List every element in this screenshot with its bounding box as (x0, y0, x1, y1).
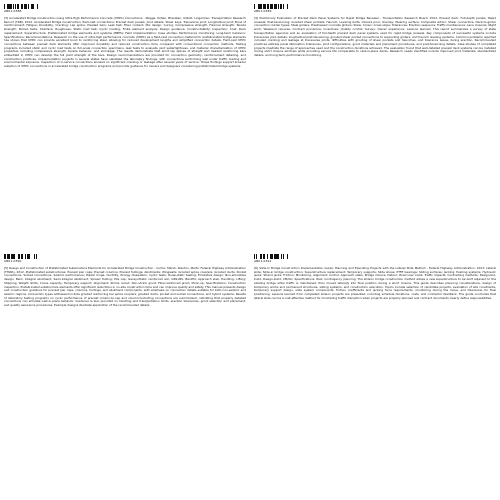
record-id: AB01-0391 (254, 259, 272, 263)
barcode-bar (288, 4, 289, 9)
barcode-bar (37, 254, 38, 259)
record-id: AB01-0390 (4, 259, 22, 263)
abstract-text: [6] Slide-In Bridge Construction Implementation Guide: Planning and Executing Projects with the Lateral Slide Method - Federal Highway Administration, 2013. Lateral slide; Slide-in bridge construction; Superstructure replacement; Temporary supports; Slide shoes; PTFE bearings; Sliding surfaces; Jacking; Pushing systems; Hydraulic jacks; Strand jacks; Friction; Monitoring; Alignment control; Approach slabs; Bridge closure; Detour; Road user costs; Traffic impacts; Contracting methods; Design-bid-build; Design-build; CM/GC; Specifications; Risk; Contingency planning. The slide-in bridge construction method allows a new superstructure to be built adjacent to the existing bridge while traffic is maintained, then moved laterally into final position during a short closure. This guide describes planning considerations, design of temporary works and permanent structures, sliding systems, and construction execution. Topics include selection of candidate projects, evaluation of site constraints, temporary support design, slide system components, friction coefficients and jacking force requirements, monitoring during the move, and tolerances for final positioning. Lessons learned from completed slide-in projects are presented, including schedule durations, costs, and contractor feedback. The guide concludes that lateral slide can be a cost-effective method for minimizing traffic disruption when projects are properly planned and contract documents clearly define responsibilities. (254, 266, 496, 300)
abstract-text: [5] Design and Construction of Prefabricated Substructure Elements for Accelerated Bridge Construction - Culmo, Marsh, Stanton, Mertz. Federal Highway Administration (FHWA), 2012. Prefabricated substructures; Precast pier caps; Precast columns; Precast footings; Abutments; Wingwalls; Grouted splice couplers; Grouted ducts; Pocket connections; Socket connections; Seismic performance; Plastic hinge; Ductility; Energy dissipation; Cyclic tests; Quasi-static testing; Emulative design; Non-emulative design; Bent; Integral abutment; Semi-integral abutment; Spread footing; Pile cap; Geosynthetic reinforced soil; GRS-IBS; Backfill; Approach slab; Handling; Lifting; Shipping; Weight limits; Crane capacity; Temporary support; Alignment; Shims; Grout; Non-shrink grout; Fiber-reinforced grout; Mock-up; Specifications; Construction inspection. Prefabricated substructure elements offer significant reductions in on-site construction time and can improve quality and safety. This manual presents design and construction guidance for precast pier caps, columns, footings, and abutment components, with emphasis on connection details suitable for both non-seismic and seismic regions. Connection types addressed include grouted reinforcing bar splice couplers, grouted ducts, pocket and socket connections, and hybrid systems. Results of laboratory testing programs on cyclic performance of precast column-to-cap and column-to-footing connections are summarized, indicating that properly detailed connections can emulate cast-in-place behavior. Guidance is also provided on handling and transportation limits, erection tolerances, grout selection and placement, and quality assurance procedures. Example designs illustrate application of the recommended details. (4, 266, 246, 308)
document-page-2 (254, 4, 496, 242)
barcode-bar (38, 4, 39, 9)
record-id: AB01-0389 (254, 9, 272, 13)
abstract-text: [3] Accelerated Bridge Construction using Ultra-High Performance Concrete (UHPC) Connections - Wegge, Kotian, Bharatan, Ozbolt, Lingerman. Transportation Research Record (TRB), 2014. Accelerated Bridge Construction; field-cast connections; Precast deck panels; Joint details; Shear keys; Transverse joint; Longitudinal joint; Bond of reinforcement; Fatigue; Durability; Cracking; Lap splice; Headed bars; Leak test; Fiber content; Mix design; Curing; Compressive strength; Flexural strength; Tensile strength; Pullout tests; Interface; Roughness; Static load test; Cyclic loading; Finite element analysis; Design guidance; Constructability; Inspection; Cost; Deck replacement; Superstructure; Prefabricated bridge elements and systems (PBES); Field implementation; Case studies; Performance monitoring; Long-term behavior; Specifications; Recommendations. Research on the use of ultra-high performance concrete (UHPC) as a field-cast connection material for prefabricated bridge elements has shown that UHPC can provide excellent bond to reinforcing steel, allowing for reduced development lengths and simplified connection details. Field-cast UHPC connections between precast deck elements offer improved durability and reduced construction time compared with conventional connection methods. Testing programs included static and cyclic load tests on full-scale connection specimens, leak tests to evaluate joint watertightness, and material characterization of UHPC properties including compressive strength, tensile behavior, and shrinkage. The results demonstrate that short lap splices of straight and headed reinforcing bars embedded in UHPC can develop the full yield strength of the bars. Design recommendations are provided for connection geometry, reinforcement detailing, and construction practices. Implementation projects in several states have validated the laboratory findings, with connections performing well under traffic loading and environmental exposure. Inspection of in-service connections showed no significant cracking or leakage after several years of service. These findings support broader adoption of UHPC connections in accelerated bridge construction programs and provide guidance for owners and designers considering prefabricated bridge systems. (4, 16, 246, 69)
abstract-text: [4] Preliminary Evaluation of Precast Deck Panel Systems for Rapid Bridge Renewal - Transportation Research Board, 2013. Precast deck; Full-depth panels; Rapid renewal; Post-tensioning; Grouted shear pockets; Haunch; Leveling bolts; Closure pour; Overlay; Wearing surface; Composite action; Shear connectors; Deck-to-girder connection; Girder types; Steel girders; Prestressed concrete girders; Skew; Crown; Cross slope; Tolerances; Erection sequence; Traffic maintenance; Lane closures; Night work; Weekend closures; Contract provisions; Incentives; Quality control; Survey; Owner experience; Lessons learned. This report summarizes a survey of state transportation agencies and an evaluation of full-depth precast deck panel systems used for rapid bridge renewal. Key components of successful systems include transverse joint details, longitudinal post-tensioning, grouted shear pocket connections to supporting girders, and haunch leveling systems. Common problems reported included cracking and leakage at transverse joints, difficulties with grouting of shear pockets and haunches, and tolerance issues during erection. Recommended practices address panel fabrication tolerances, joint configurations, grout materials and placement procedures, and post-tensioning details. Case studies of completed projects illustrate the range of approaches used and the construction durations achieved. The evaluation found that well-detailed precast deck systems can be installed during short closure windows while providing service life comparable to cast-in-place decks. Research needs identified include improved joint materials, standardized details, and long-term performance monitoring. (254, 16, 496, 58)
record-id: AB01-0388 (4, 9, 22, 13)
document-page-1 (4, 4, 246, 242)
document-page-4 (254, 254, 496, 492)
document-page-3 (4, 254, 246, 492)
barcode-bar (288, 254, 289, 259)
